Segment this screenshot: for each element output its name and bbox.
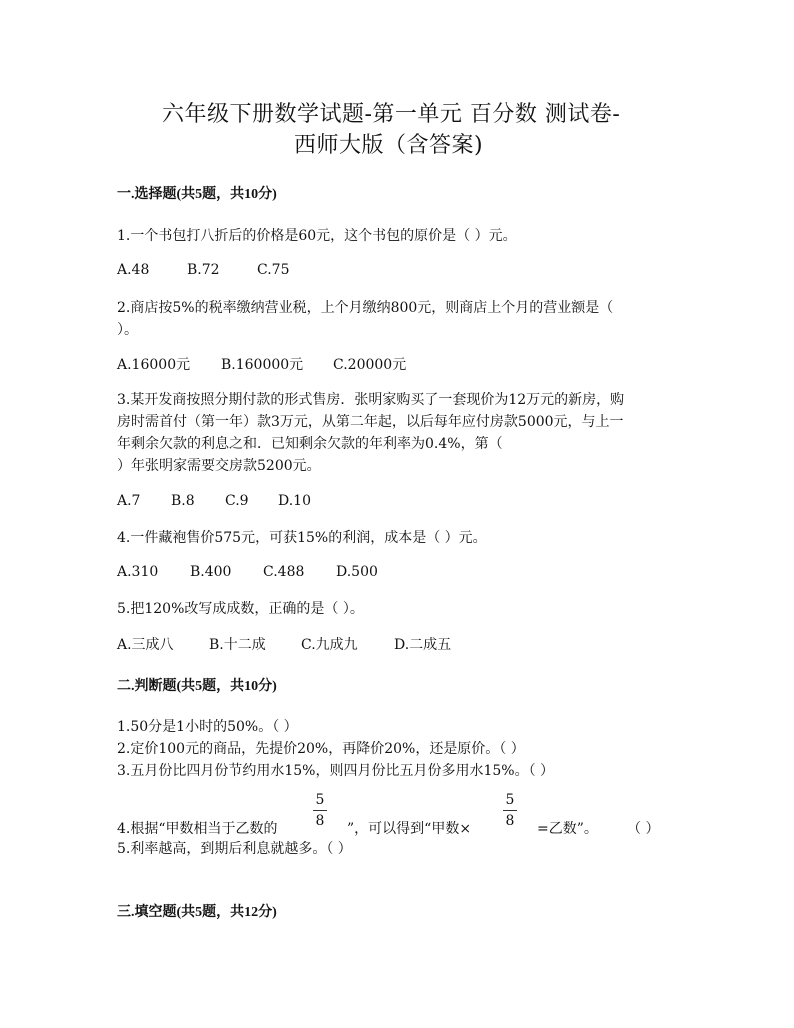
question-4-options (117, 564, 378, 580)
judge-question-2: 2.定价100元的商品，先提价20%，再降价20%，还是原价。（ ） (117, 741, 525, 757)
judge-question-3: 3.五月份比四月份节约用水15%，则四月份比五月份多用水15%。（ ） (117, 763, 555, 779)
question-5-options (117, 634, 451, 654)
option-c: C.488 (263, 564, 305, 580)
question-3-line4: ）年张明家需要交房款5200元。 (117, 458, 321, 474)
judge-question-4-part4: （ ） (627, 821, 660, 837)
option-a: A.7 (117, 493, 141, 509)
option-d: D.500 (336, 564, 378, 580)
option-a: A.三成八 (117, 637, 174, 653)
question-2-line1: 2.商店按5%的税率缴纳营业税，上个月缴纳800元，则商店上个月的营业额是（ (117, 300, 614, 316)
option-a: A.310 (117, 564, 159, 580)
fraction-denominator: 8 (315, 813, 325, 829)
option-b: B.十二成 (209, 637, 266, 653)
judge-question-4-part3: =乙数”。 (537, 821, 598, 837)
option-a: A.16000元 (117, 357, 191, 373)
question-2-options (117, 354, 406, 374)
option-c: C.75 (257, 262, 290, 278)
page-title-line1: 六年级下册数学试题-第一单元 百分数 测试卷- (162, 102, 621, 127)
section-heading-choice: 一.选择题(共5题，共10分) (117, 187, 277, 202)
question-3-line1: 3.某开发商按照分期付款的形式售房．张明家购买了一套现价为12万元的新房，购 (117, 392, 625, 408)
question-1: 1.一个书包打八折后的价格是60元，这个书包的原价是（ ）元。 (117, 228, 517, 244)
option-b: B.400 (190, 564, 232, 580)
fraction-bar (313, 810, 327, 811)
fraction-numerator: 5 (505, 792, 515, 808)
fraction-denominator: 8 (505, 813, 515, 829)
fraction-numerator: 5 (315, 792, 325, 808)
question-1-options (117, 262, 289, 278)
question-2-line2: ）。 (117, 322, 138, 338)
judge-question-5: 5.利率越高，到期后利息就越多。（ ） (117, 841, 352, 857)
judge-question-1: 1.50分是1小时的50%。（ ） (117, 719, 298, 735)
section-heading-judge: 二.判断题(共5题，共10分) (117, 679, 277, 694)
question-3-line2: 房时需首付（第一年）款3万元，从第二年起，以后每年应付房款5000元，与上一 (117, 414, 624, 430)
fraction-5-8-second (503, 792, 517, 829)
section-heading-fill: 三.填空题(共5题，共12分) (117, 905, 277, 920)
option-b: B.72 (187, 262, 220, 278)
judge-question-4-part1: 4.根据“甲数相当于乙数的 (117, 821, 278, 837)
page-title-line2: 西师大版（含答案) (294, 133, 484, 158)
option-c: C.九成九 (301, 637, 358, 653)
option-b: B.8 (171, 493, 195, 509)
question-3-options (117, 493, 311, 509)
option-d: D.二成五 (394, 637, 452, 653)
fraction-5-8-first (313, 792, 327, 829)
question-3-line3: 年剩余欠款的利息之和．已知剩余欠款的年利率为0.4%，第（ (117, 436, 503, 452)
question-5: 5.把120%改写成成数，正确的是（ ）。 (117, 601, 364, 617)
option-c: C.20000元 (333, 357, 407, 373)
option-d: D.10 (278, 493, 311, 509)
option-b: B.160000元 (221, 357, 304, 373)
fraction-bar (503, 810, 517, 811)
question-4: 4.一件藏袍售价575元，可获15%的利润，成本是（ ）元。 (117, 530, 487, 546)
option-c: C.9 (225, 493, 249, 509)
judge-question-4-part2: ”，可以得到“甲数× (347, 821, 472, 837)
option-a: A.48 (117, 262, 150, 278)
